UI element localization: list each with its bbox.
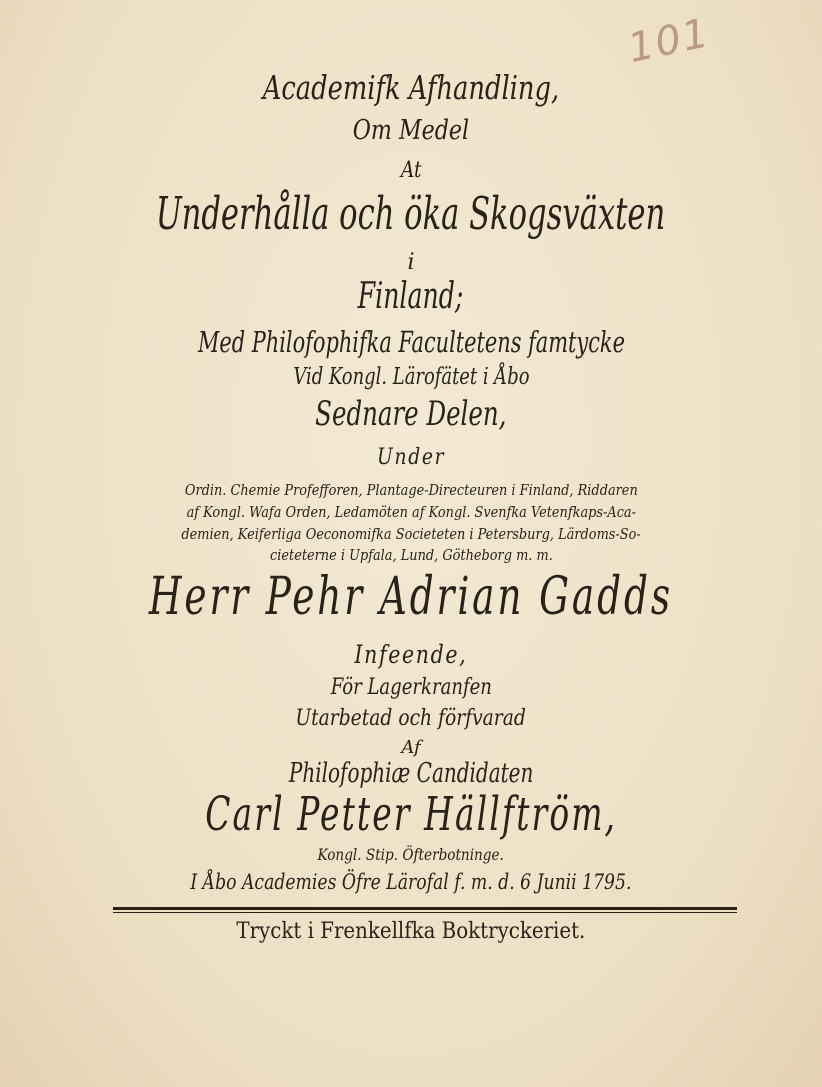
presider-titles-line-3: demien, Keiferliga Oeconomifka Societeten i Petersburg, Lärdoms-So- bbox=[181, 525, 641, 543]
presider-titles-line-2: af Kongl. Wafa Orden, Ledamöten af Kongl. Svenfka Vetenfkaps-Aca- bbox=[186, 503, 636, 521]
presider-titles-line-4: cieteterne i Upfala, Lund, Götheborg m. m. bbox=[269, 546, 553, 564]
consent-line: Infeende, bbox=[354, 640, 468, 669]
part-designation: Sednare Delen, bbox=[315, 394, 507, 434]
divider-thin bbox=[113, 912, 737, 913]
title-academic-dissertation: Academifk Afhandling, bbox=[262, 68, 560, 107]
title-i: i bbox=[407, 250, 415, 275]
laurel-line: För Lagerkranfen bbox=[330, 675, 492, 700]
approval-university: Vid Kongl. Lärofätet i Åbo bbox=[292, 364, 530, 390]
divider-thick bbox=[113, 907, 737, 910]
candidate-origin: Kongl. Stip. Öfterbotninge. bbox=[317, 845, 505, 864]
printer-imprint: Tryckt i Frenkellfka Boktryckeriet. bbox=[236, 919, 586, 944]
candidate-title: Philofophiæ Candidaten bbox=[288, 758, 534, 789]
approval-faculty: Med Philofophifka Facultetens famtycke bbox=[197, 325, 625, 359]
title-om-medel: Om Medel bbox=[352, 115, 470, 146]
title-main-subject: Underhålla och öka Skogsväxten bbox=[156, 187, 666, 240]
prepared-defended-line: Utarbetad och förfvarad bbox=[295, 706, 527, 731]
presider-titles-line-1: Ordin. Chemie Profefforen, Plantage-Directeuren i Finland, Riddaren bbox=[184, 481, 638, 499]
title-finland: Finland; bbox=[358, 276, 464, 317]
candidate-name: Carl Petter Hällftröm, bbox=[205, 787, 617, 842]
af-label: Af bbox=[401, 737, 421, 758]
date-and-place-line: I Åbo Academies Öfre Lärofal f. m. d. 6 Junii 1795. bbox=[190, 870, 632, 894]
title-at: At bbox=[400, 158, 422, 183]
handwritten-page-number: 101 bbox=[624, 9, 715, 73]
under-label: Under bbox=[376, 445, 446, 470]
presider-name: Herr Pehr Adrian Gadds bbox=[148, 567, 674, 627]
